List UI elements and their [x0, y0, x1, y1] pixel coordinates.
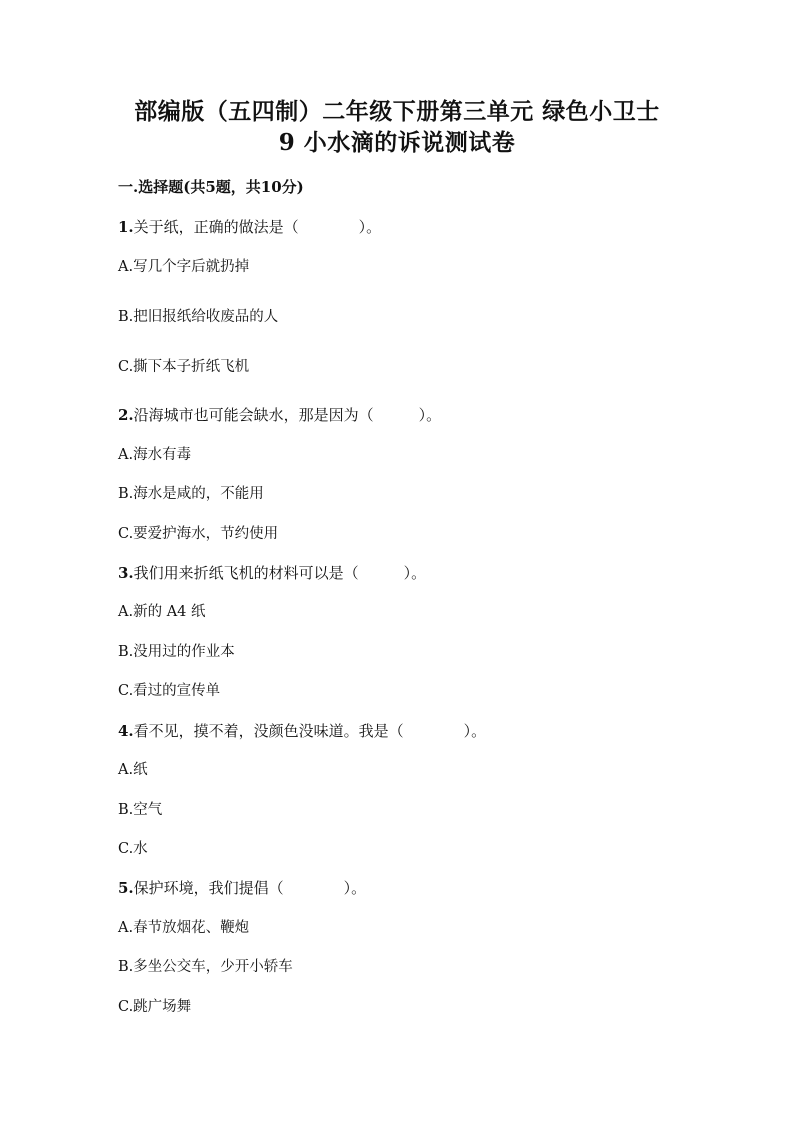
question-4-option-a: A.纸 [118, 762, 148, 778]
question-5-option-c: C.跳广场舞 [118, 999, 192, 1015]
question-1 [118, 216, 381, 238]
question-number: 1. [118, 218, 134, 236]
question-text: 关于纸，正确的做法是（ ）。 [133, 218, 382, 236]
question-number: 4. [118, 722, 134, 740]
question-5-option-a: A.春节放烟花、鞭炮 [118, 920, 250, 936]
question-2-option-b: B.海水是咸的，不能用 [118, 486, 264, 502]
question-text: 沿海城市也可能会缺水，那是因为（ ）。 [133, 406, 442, 424]
question-4 [118, 720, 486, 742]
question-3-option-a: A.新的 A4 纸 [118, 604, 206, 620]
question-number: 2. [118, 406, 134, 424]
question-text: 我们用来折纸飞机的材料可以是（ ）。 [133, 564, 427, 582]
question-5-option-b: B.多坐公交车，少开小轿车 [118, 959, 293, 975]
question-2-option-a: A.海水有毒 [118, 447, 192, 463]
question-5 [118, 877, 366, 899]
question-1-option-a: A.写几个字后就扔掉 [118, 259, 250, 275]
question-1-option-b: B.把旧报纸给收废品的人 [118, 309, 279, 325]
question-text: 保护环境，我们提倡（ ）。 [133, 879, 367, 897]
question-4-option-c: C.水 [118, 841, 148, 857]
question-number: 3. [118, 564, 134, 582]
question-2 [118, 404, 441, 426]
question-4-option-b: B.空气 [118, 802, 163, 818]
question-1-option-c: C.撕下本子折纸飞机 [118, 359, 250, 375]
section-heading-multiple-choice: 一.选择题(共5题，共10分) [118, 178, 304, 196]
question-2-option-c: C.要爱护海水，节约使用 [118, 526, 279, 542]
question-number: 5. [118, 879, 134, 897]
paper-title-line-2: 9 小水滴的诉说测试卷 [278, 129, 516, 156]
question-3 [118, 562, 426, 584]
paper-title-line-1: 部编版（五四制）二年级下册第三单元 绿色小卫士 [134, 98, 660, 125]
question-3-option-c: C.看过的宣传单 [118, 683, 221, 699]
question-text: 看不见，摸不着，没颜色没味道。我是（ ）。 [133, 722, 487, 740]
question-3-option-b: B.没用过的作业本 [118, 644, 235, 660]
